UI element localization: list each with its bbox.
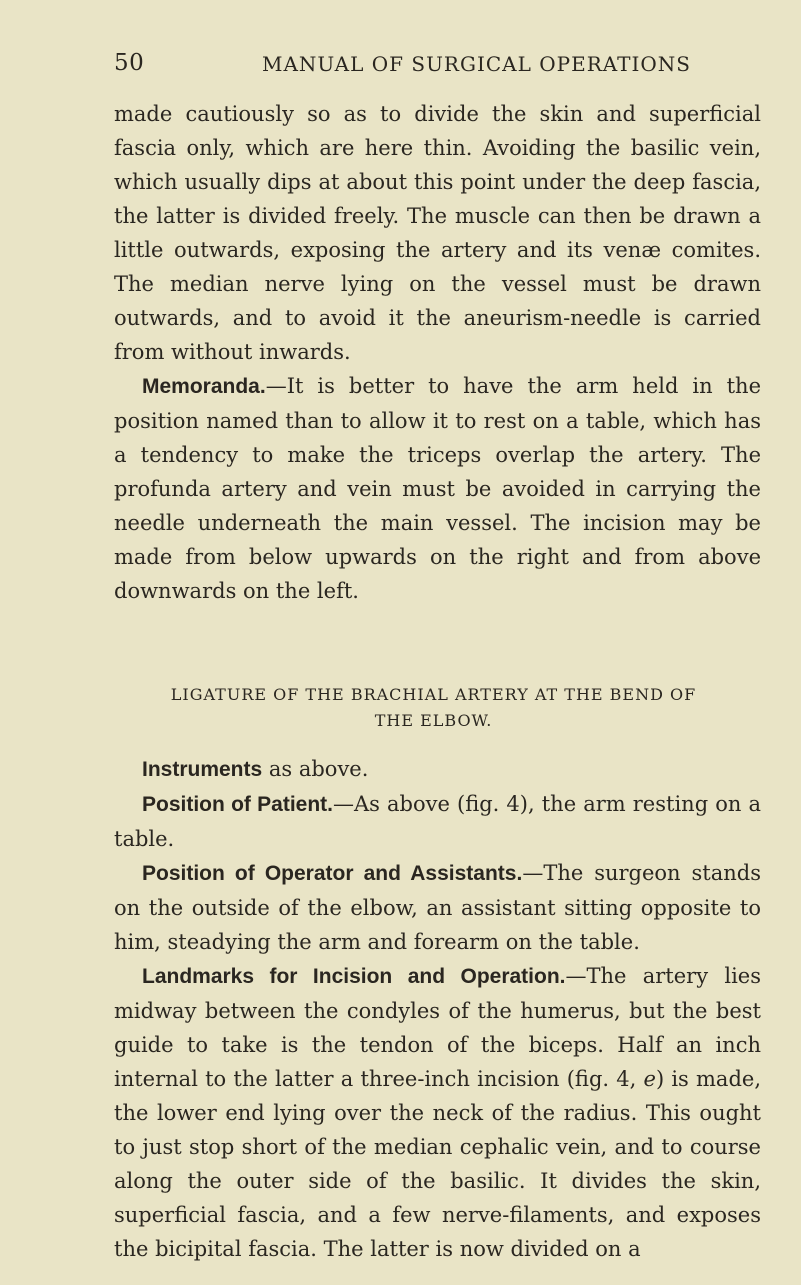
running-title: MANUAL OF SURGICAL OPERATIONS bbox=[262, 52, 691, 76]
figure-letter-e: e bbox=[643, 1067, 656, 1091]
instruments-lead: Instruments bbox=[142, 758, 263, 781]
memoranda-lead: Memoranda. bbox=[142, 375, 266, 398]
memoranda-text: —It is better to have the arm held in the position named than to allow it to rest on a table, which has a tendency to make the triceps overlap the artery. The profunda artery and vein must be avoided in carrying the needle underneath the main vessel. The incision may be made from below upwards on the right and from above downwards on the left. bbox=[114, 374, 761, 603]
landmarks-text-before: —The artery lies midway between the condyles of the humerus, but the best guide to take is the tendon of the biceps. Half an inch internal to the latter a three-inch incision (fig. 4, bbox=[114, 964, 761, 1091]
page-number: 50 bbox=[114, 50, 145, 76]
position-of-patient-lead: Position of Patient. bbox=[142, 793, 333, 816]
position-of-patient-text: —As above (fig. 4), the arm resting on a table. bbox=[114, 792, 761, 851]
position-of-operator-text: —The surgeon stands on the outside of the elbow, an assistant sitting opposite to him, steadying the arm and forearm on the table. bbox=[114, 861, 761, 954]
section-heading-line-1: LIGATURE OF THE BRACHIAL ARTERY AT THE BEND OF bbox=[170, 685, 697, 704]
position-of-patient-paragraph bbox=[114, 787, 761, 856]
running-head bbox=[114, 50, 761, 78]
memoranda-paragraph bbox=[114, 369, 761, 608]
landmarks-text-after: ) is made, the lower end lying over the neck of the radius. This ought to just stop short of the median cephalic vein, and to course along the outer side of the basilic. It divides the skin, superficial fascia, and a few nerve-filaments, and exposes the bicipital fascia. The latter is now divided on a bbox=[114, 1067, 762, 1261]
section-heading bbox=[114, 682, 753, 734]
continued-paragraph: made cautiously so as to divide the skin and superficial fascia only, which are here thin. Avoiding the basilic vein, which usually dips at about this point under the deep fascia, the latter is divided freely. The muscle can then be drawn a little outwards, exposing the artery and its venæ comites. The median nerve lying on the vessel must be drawn outwards, and to avoid it the aneurism-needle is carried from without inwards. bbox=[114, 102, 761, 364]
position-of-operator-paragraph bbox=[114, 856, 761, 959]
instruments-paragraph bbox=[114, 752, 761, 787]
section-heading-line-2: THE ELBOW. bbox=[374, 711, 493, 730]
landmarks-paragraph bbox=[114, 959, 761, 1266]
instruments-text: as above. bbox=[262, 757, 369, 781]
landmarks-lead: Landmarks for Incision and Operation. bbox=[142, 965, 566, 988]
position-of-operator-lead: Position of Operator and Assistants. bbox=[142, 862, 523, 885]
